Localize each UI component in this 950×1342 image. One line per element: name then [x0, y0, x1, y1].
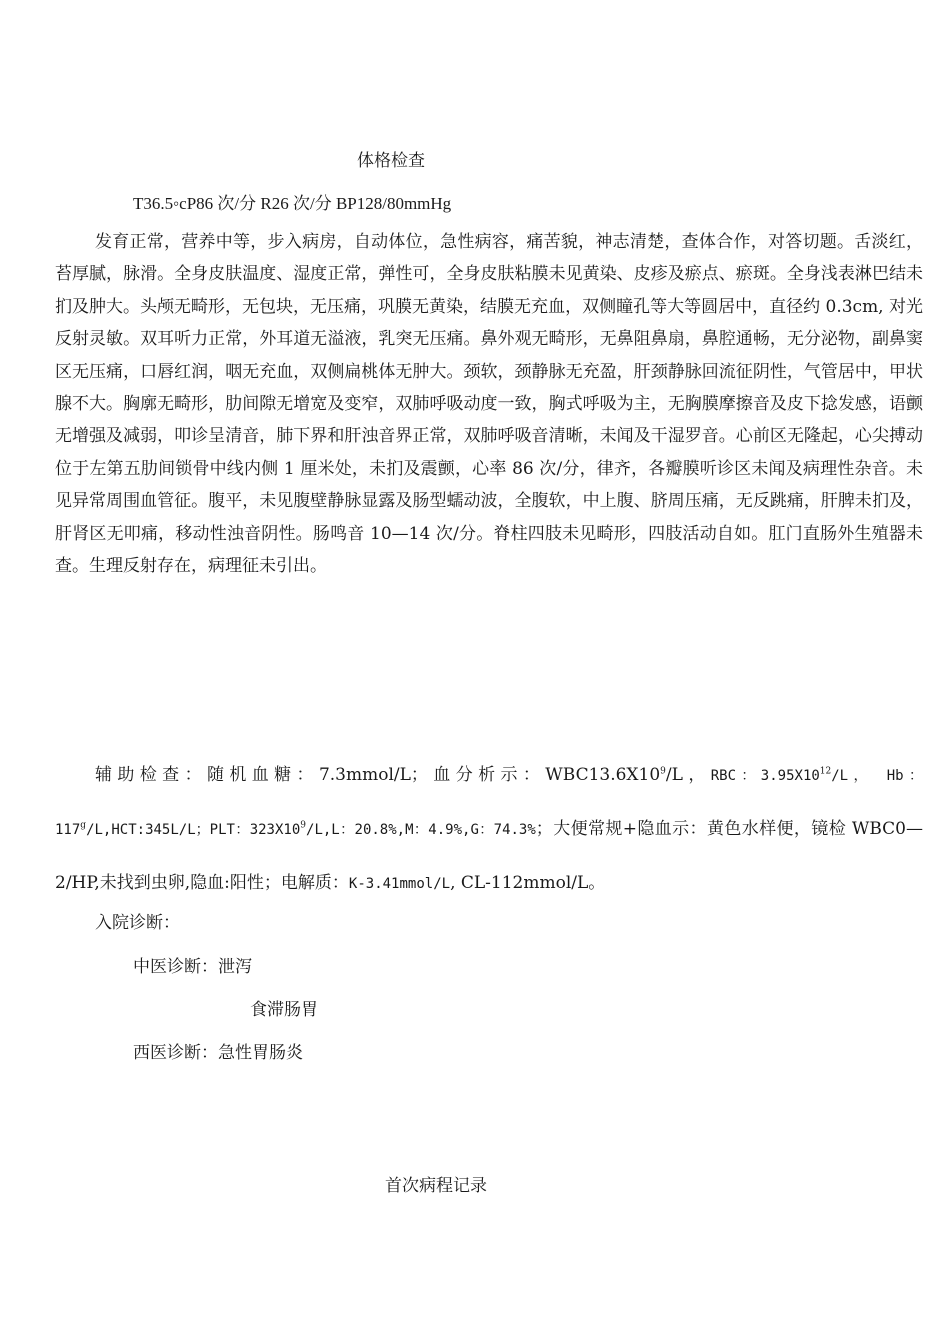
aux-exp-2: 12	[819, 766, 832, 777]
aux-exp-4: 9	[300, 820, 307, 831]
aux-text-4: , CL-112mmol/L。	[450, 873, 606, 893]
physical-exam-text: 发育正常，营养中等，步入病房，自动体位，急性病容，痛苦貌，神志清楚，查体合作，对答切题。舌淡红，苔厚腻，脉滑。全身皮肤温度、湿度正常，弹性可，全身皮肤粘膜未见黄染、皮疹及瘀点、瘀斑。全身浅表淋巴结未扪及肿大。头颅无畸形，无包块，无压痛，巩膜无黄染，结膜无充血，双侧瞳孔等大等圆居中，直径约 0.3cm, 对光反射灵敏。双耳听力正常，外耳道无溢液，乳突无压痛。鼻外观无畸形，无鼻阻鼻扇，鼻腔通畅，无分泌物，副鼻窦区无压痛，口唇红润，咽无充血，双侧扁桃体无肿大。颈软，颈静脉无充盈，肝颈静脉回流征阴性，气管居中，甲状腺不大。胸廓无畸形，肋间隙无增宽及变窄，双肺呼吸动度一致，胸式呼吸为主，无胸膜摩擦音及皮下捻发感，语颤无增强及减弱，叩诊呈清音，肺下界和肝浊音界正常，双肺呼吸音清晰，未闻及干湿罗音。心前区无隆起，心尖搏动位于左第五肋间锁骨中线内侧 1 厘米处，未扪及震颤，心率 86 次/分，律齐，各瓣膜听诊区未闻及病理性杂音。未见异常周围血管征。腹平，未见腹壁静脉显露及肠型蠕动波，全腹软，中上腹、脐周压痛，无反跳痛，肝脾未扪及，肝肾区无叩痛，移动性浊音阴性。肠鸣音 10—14 次/分。脊柱四肢未见畸形，四肢活动自如。肛门直肠外生殖器未查。生理反射存在，病理征未引出。	[55, 232, 923, 577]
aux-hb: /L， Hb：117	[55, 768, 923, 838]
aux-text-1: 辅助检查：随机血糖：7.3mmol/L；血分析示：WBC13.6X10	[95, 765, 661, 785]
exam-title: 体格检查	[357, 151, 425, 171]
tcm-diagnosis: 中医诊断：泄泻	[133, 957, 252, 977]
vital-signs: T36.5◦cP86 次/分 R26 次/分 BP128/80mmHg	[133, 194, 452, 213]
first-course-record-title: 首次病程记录	[385, 1176, 487, 1196]
aux-potassium: K-3.41mmol/L	[348, 876, 451, 892]
aux-rbc: RBC：3.95X10	[710, 768, 820, 784]
aux-exp-1: 9	[660, 766, 666, 777]
aux-exp-3: g	[80, 820, 87, 831]
admission-diagnosis-heading: 入院诊断：	[95, 913, 180, 933]
tcm-diagnosis-secondary: 食滞肠胃	[250, 1000, 318, 1020]
auxiliary-exam-text	[55, 749, 923, 911]
aux-differential: /L,L：20.8%,M：4.9%,G：74.3%	[306, 822, 536, 838]
western-diagnosis: 西医诊断：急性胃肠炎	[133, 1043, 303, 1063]
aux-hct-plt: /L,HCT:345L/L；PLT：323X10	[86, 822, 301, 838]
aux-text-3: ；大便常规+隐血示：黄色水样便，镜检 WBC0—2/HP,未找到虫卵,隐血:阳性；电解质：	[55, 819, 923, 893]
aux-text-2: /L，	[665, 765, 711, 785]
